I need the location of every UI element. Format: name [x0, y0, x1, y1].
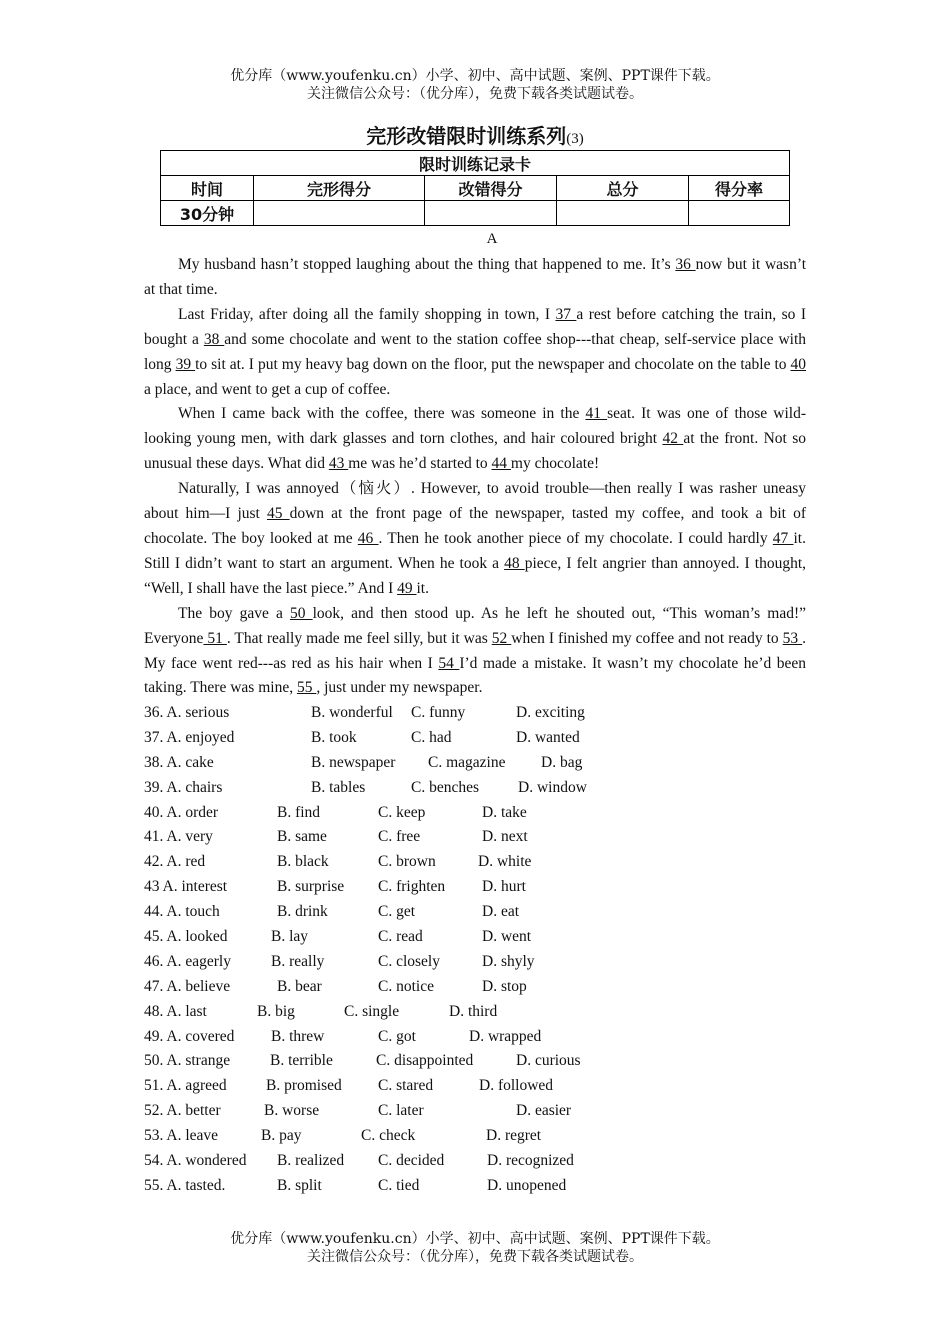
blank-number: 37: [555, 305, 577, 323]
question-option-b: B. split: [277, 1176, 322, 1194]
passage-text: . That really made me feel silly, but it was: [226, 629, 492, 647]
question-option-b: B. took: [311, 728, 357, 746]
question-option-d: D. unopened: [487, 1176, 567, 1194]
question-row: [144, 875, 806, 900]
question-option-b: B. big: [257, 1002, 295, 1020]
blank-number: 41: [585, 405, 608, 423]
question-option-c: C. later: [378, 1102, 424, 1120]
question-option-d: D. wrapped: [469, 1027, 542, 1045]
title-sub: (3): [566, 131, 584, 147]
page-footer: [0, 1230, 950, 1266]
question-option-d: D. followed: [479, 1077, 554, 1095]
question-option-c: C. funny: [411, 704, 466, 721]
passage-paragraph: [144, 253, 806, 303]
passage-text: to sit at. I put my heavy bag down on the floor, put the newspaper and chocolate on the table to: [195, 355, 791, 373]
question-row: [144, 1149, 806, 1174]
question-row: [144, 1124, 806, 1149]
question-option-b: B. really: [271, 952, 325, 970]
question-option-b: B. bear: [277, 977, 322, 995]
question-option-a: 42. A. red: [144, 853, 206, 871]
record-card-table: [160, 150, 790, 226]
passage-text: The boy gave a: [178, 604, 290, 622]
blank-number: 36: [675, 256, 696, 273]
question-option-d: D. white: [478, 853, 532, 871]
question-row: [144, 701, 806, 726]
blank-number: 39: [175, 355, 196, 373]
blank-number: 42: [662, 430, 684, 448]
column-time: 时间: [161, 176, 254, 201]
question-option-a: 41. A. very: [144, 828, 213, 846]
blank-number: 53: [782, 629, 803, 647]
question-option-c: C. get: [378, 903, 416, 921]
passage-text: . Then he took another piece of my chocolate. I could hardly: [378, 529, 773, 547]
question-option-d: D. hurt: [482, 878, 526, 896]
question-option-c: C. disappointed: [376, 1052, 474, 1070]
passage-text: and some chocolate and went to the station coffee shop---that cheap, self-service place with long: [144, 330, 807, 373]
blank-number: 38: [203, 330, 225, 348]
question-option-a: 36. A. serious: [144, 704, 230, 721]
blank-number: 51: [203, 629, 227, 647]
question-row: [144, 950, 806, 975]
question-option-a: 45. A. looked: [144, 928, 228, 946]
question-option-c: C. single: [344, 1002, 400, 1020]
question-option-d: D. stop: [482, 977, 527, 995]
question-option-b: B. find: [277, 803, 321, 821]
question-option-a: 46. A. eagerly: [144, 952, 231, 970]
question-option-d: D. take: [482, 803, 527, 821]
question-row: [144, 1049, 806, 1074]
question-option-b: B. tables: [311, 778, 366, 796]
question-row: [144, 776, 806, 801]
passage-text: a rest before catching the train, so I bought a: [144, 305, 807, 348]
question-option-a: 38. A. cake: [144, 753, 214, 771]
cell-time: 30分钟: [161, 201, 254, 226]
question-option-d: D. regret: [486, 1127, 542, 1145]
question-row: [144, 825, 806, 850]
passage-text: it.: [416, 579, 429, 597]
question-option-a: 51. A. agreed: [144, 1077, 227, 1095]
question-option-b: B. black: [277, 853, 329, 871]
question-option-d: D. next: [482, 828, 528, 846]
question-option-c: C. closely: [378, 952, 440, 970]
blank-number: 44: [491, 455, 511, 473]
passage-text: Naturally, I was annoyed（恼火）. However, to avoid trouble—then really I was rasher uneasy about him—I just: [144, 480, 806, 523]
question-option-a: 54. A. wondered: [144, 1152, 247, 1170]
blank-number: 46: [357, 529, 379, 547]
cell-rate: [689, 201, 790, 226]
passage-text: I’d made a mistake. It wasn’t my chocolate he’d been taking. There was mine,: [144, 654, 807, 697]
passage-text: my chocolate!: [510, 455, 600, 473]
question-option-c: C. benches: [411, 778, 480, 796]
question-option-d: D. shyly: [482, 952, 535, 970]
passage-text: now but it wasn’t at that time.: [144, 256, 807, 298]
passage-text: , just under my newspaper.: [316, 679, 483, 697]
question-row: [144, 751, 806, 776]
question-option-a: 43 A. interest: [144, 878, 228, 896]
question-row: [144, 801, 806, 826]
passage-text: . My face went red---as red as his hair when I: [144, 629, 807, 672]
question-row: [144, 975, 806, 1000]
question-option-c: C. frighten: [378, 878, 446, 896]
passage-paragraph: [144, 402, 806, 477]
question-row: [144, 1000, 806, 1025]
cell-cloze-score: [254, 201, 425, 226]
footer-line-2: 关注微信公众号：（优分库），免费下载各类试题试卷。: [307, 1249, 643, 1265]
passage-text: My husband hasn’t stopped laughing about the thing that happened to me. It’s: [178, 256, 676, 273]
passage-paragraph: [144, 602, 806, 702]
question-option-b: B. wonderful: [311, 704, 393, 721]
passage-text: a place, and went to get a cup of coffee.: [144, 380, 391, 398]
question-option-a: 50. A. strange: [144, 1052, 231, 1070]
section-label: A: [486, 231, 498, 247]
question-option-a: 37. A. enjoyed: [144, 728, 235, 746]
header-line-2: 关注微信公众号：（优分库），免费下载各类试题试卷。: [307, 86, 643, 102]
question-row: [144, 1099, 806, 1124]
blank-number: 43: [328, 455, 349, 473]
question-option-c: C. free: [378, 828, 421, 846]
blank-number: 50: [289, 604, 313, 622]
blank-number: 47: [772, 529, 794, 547]
question-options: [144, 701, 806, 1199]
question-option-a: 47. A. believe: [144, 977, 231, 995]
question-option-c: C. stared: [378, 1077, 434, 1095]
passage-text: look, and then stood up. As he left he shouted out, “This woman’s mad!” Everyone: [144, 604, 806, 647]
passage-text: at the front. Not so unusual these days. What did: [144, 430, 806, 473]
question-option-a: 53. A. leave: [144, 1127, 219, 1145]
question-option-d: D. third: [449, 1002, 498, 1020]
question-option-d: D. curious: [516, 1052, 581, 1070]
page-header: [0, 67, 950, 103]
record-card-heading: 限时训练记录卡: [161, 151, 790, 176]
passage-text: piece, I felt angrier than annoyed. I thought, “Well, I shall have the last piece.” And I: [144, 554, 806, 597]
column-rate: 得分率: [689, 176, 790, 201]
title-main: 完形改错限时训练系列: [366, 124, 567, 148]
cloze-passage: [144, 253, 806, 701]
blank-number: 45: [266, 505, 290, 523]
passage-paragraph: [144, 477, 806, 602]
question-option-b: B. worse: [264, 1102, 320, 1120]
question-option-d: D. recognized: [487, 1152, 574, 1170]
question-option-d: D. bag: [541, 753, 583, 771]
question-option-c: C. tied: [378, 1176, 420, 1194]
question-row: [144, 1174, 806, 1199]
question-option-d: D. window: [518, 778, 587, 796]
question-row: [144, 1074, 806, 1099]
question-option-b: B. realized: [277, 1152, 345, 1170]
question-option-c: C. notice: [378, 977, 434, 995]
question-option-d: D. eat: [482, 903, 520, 921]
question-option-d: D. wanted: [516, 728, 580, 746]
question-row: [144, 925, 806, 950]
question-option-b: B. same: [277, 828, 327, 846]
blank-number: 40: [790, 355, 807, 373]
question-row: [144, 900, 806, 925]
question-option-a: 48. A. last: [144, 1002, 207, 1020]
passage-paragraph: [144, 303, 806, 403]
question-option-c: C. magazine: [428, 753, 506, 771]
blank-number: 54: [438, 654, 460, 672]
question-option-a: 44. A. touch: [144, 903, 220, 921]
question-option-c: C. check: [361, 1127, 416, 1145]
blank-number: 52: [491, 629, 512, 647]
question-option-b: B. promised: [266, 1077, 342, 1095]
question-option-b: B. terrible: [270, 1052, 333, 1070]
question-option-a: 40. A. order: [144, 803, 219, 821]
question-row: [144, 1025, 806, 1050]
cell-total: [557, 201, 689, 226]
question-option-a: 55. A. tasted.: [144, 1176, 226, 1194]
blank-number: 49: [397, 579, 417, 597]
blank-number: 55: [296, 679, 317, 697]
passage-text: Last Friday, after doing all the family shopping in town, I: [178, 305, 556, 323]
question-row: [144, 850, 806, 875]
question-option-c: C. keep: [378, 803, 426, 821]
question-option-c: C. got: [378, 1027, 416, 1045]
passage-text: When I came back with the coffee, there was someone in the: [178, 405, 586, 423]
question-option-a: 39. A. chairs: [144, 778, 223, 796]
question-option-b: B. threw: [271, 1027, 325, 1045]
passage-text: it. Still I didn’t want to start an argument. When he took a: [144, 529, 806, 572]
question-option-b: B. drink: [277, 903, 328, 921]
passage-text: me was he’d started to: [348, 455, 492, 473]
header-line-1: 优分库（www.youfenku.cn）小学、初中、高中试题、案例、PPT课件下载。: [230, 68, 720, 84]
question-option-b: B. pay: [261, 1127, 302, 1145]
question-option-b: B. lay: [271, 928, 309, 946]
footer-line-1: 优分库（www.youfenku.cn）小学、初中、高中试题、案例、PPT课件下载。: [230, 1231, 720, 1247]
passage-text: seat. It was one of those wild-looking young men, with dark glasses and torn clothes, and hair coloured bright: [144, 405, 807, 448]
question-option-c: C. brown: [378, 853, 436, 871]
question-option-c: C. decided: [378, 1152, 445, 1170]
column-total: 总分: [557, 176, 689, 201]
question-option-b: B. surprise: [277, 878, 345, 896]
question-option-a: 52. A. better: [144, 1102, 221, 1120]
page-title: [0, 123, 950, 152]
question-row: [144, 726, 806, 751]
cell-correction-score: [425, 201, 557, 226]
question-option-d: D. exciting: [516, 704, 585, 721]
question-option-c: C. read: [378, 928, 423, 946]
question-option-a: 49. A. covered: [144, 1027, 235, 1045]
column-cloze-score: 完形得分: [254, 176, 425, 201]
question-option-d: D. went: [482, 928, 532, 946]
question-option-b: B. newspaper: [311, 753, 396, 771]
question-option-c: C. had: [411, 728, 452, 746]
column-correction-score: 改错得分: [425, 176, 557, 201]
blank-number: 48: [504, 554, 525, 572]
passage-text: when I finished my coffee and not ready to: [511, 629, 783, 647]
question-option-d: D. easier: [516, 1102, 572, 1120]
passage-text: down at the front page of the newspaper, tasted my coffee, and took a bit of chocolate. The boy looked at me: [144, 505, 806, 547]
